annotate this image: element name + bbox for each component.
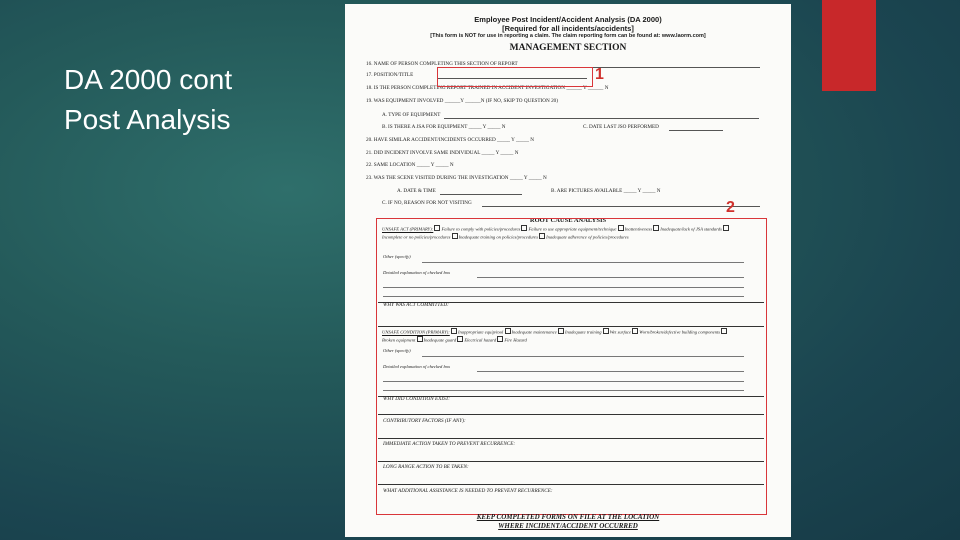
- question-19c: C. DATE LAST JSO PERFORMED: [583, 124, 659, 130]
- section-divider: [378, 414, 764, 415]
- unsafe-act-option: Incomplete or no policies/procedures: [382, 234, 451, 239]
- checkbox[interactable]: [618, 225, 624, 231]
- footer-line-2: WHERE INCIDENT/ACCIDENT OCCURRED: [498, 522, 638, 530]
- unsafe-act-option: Inadequate/lack of JSA standards: [660, 226, 722, 232]
- slide-title-line-1: DA 2000 cont: [64, 64, 233, 95]
- question-19b: B. IS THERE A JSA FOR EQUIPMENT _____ Y _____ N: [382, 124, 506, 130]
- contributory-factors-label: CONTRIBUTORY FACTORS (IF ANY):: [383, 418, 466, 424]
- question-22: 22. SAME LOCATION _____ Y _____ N: [366, 162, 454, 168]
- section-divider: [378, 484, 764, 485]
- answer-line: [383, 287, 744, 288]
- why-condition-exist-label: WHY DID CONDITION EXIST:: [383, 396, 451, 402]
- unsafe-condition-option: Inadequate training: [564, 329, 602, 335]
- question-19a: A. TYPE OF EQUIPMENT: [382, 112, 441, 118]
- question-23a: A. DATE & TIME: [397, 188, 436, 194]
- unsafe-condition-option: Inadequate guard: [423, 337, 457, 342]
- checkbox[interactable]: [632, 328, 638, 334]
- detailed-explanation-label-1: Detailed explanation of checked box: [383, 270, 451, 275]
- checkbox[interactable]: [521, 225, 527, 231]
- slide-title: [64, 60, 232, 140]
- why-act-committed-label: WHY WAS ACT COMMITTED:: [383, 302, 449, 308]
- unsafe-condition-option: Worn/broken/defective building components: [639, 329, 721, 335]
- checkbox[interactable]: [558, 328, 564, 334]
- checkbox[interactable]: [723, 225, 729, 231]
- unsafe-condition-option: Fire Hazard: [504, 337, 527, 342]
- root-cause-title: ROOT CAUSE ANALYSIS: [529, 217, 607, 224]
- form-header-title: Employee Post Incident/Accident Analysis (DA 2000): [474, 15, 662, 24]
- question-21: 21. DID INCIDENT INVOLVE SAME INDIVIDUAL _____ Y _____ N: [366, 150, 519, 156]
- answer-line: [383, 390, 744, 391]
- answer-line: [383, 381, 744, 382]
- form-header-required: [Required for all incidents/accidents]: [502, 24, 634, 33]
- question-23c: C. IF NO, REASON FOR NOT VISITING: [382, 200, 472, 206]
- highlight-box-1: [437, 67, 593, 87]
- footer-line-1: KEEP COMPLETED FORMS ON FILE AT THE LOCATION: [476, 513, 660, 521]
- section-divider: [378, 438, 764, 439]
- question-16: 16. NAME OF PERSON COMPLETING THIS SECTION OF REPORT: [366, 61, 518, 67]
- answer-line: [444, 118, 759, 119]
- checkbox[interactable]: [497, 336, 503, 342]
- question-19: 19. WAS EQUIPMENT INVOLVED ______Y ______N (IF NO, SKIP TO QUESTION 20): [366, 98, 558, 104]
- unsafe-condition-option: Electrical hazard: [464, 337, 497, 342]
- unsafe-act-option: Inadequate training on policies/procedures: [458, 234, 538, 239]
- section-divider: [378, 326, 764, 327]
- question-17: 17. POSITION/TITLE: [366, 72, 414, 78]
- unsafe-condition-block: [382, 328, 734, 343]
- accent-bar: [822, 0, 876, 91]
- other-specify-label-1: Other (specify): [383, 254, 411, 259]
- unsafe-condition-option: Inadequate maintenance: [511, 329, 557, 335]
- marker-2: 2: [726, 199, 735, 216]
- checkbox[interactable]: [452, 233, 458, 239]
- other-specify-label-2: Other (specify): [383, 348, 411, 353]
- answer-line: [383, 296, 744, 297]
- question-23b: B. ARE PICTURES AVAILABLE _____ Y _____ N: [551, 188, 661, 194]
- unsafe-act-option: Inattentiveness: [624, 226, 653, 232]
- answer-line: [477, 371, 744, 372]
- checkbox[interactable]: [603, 328, 609, 334]
- answer-line: [422, 262, 744, 263]
- checkbox[interactable]: [539, 233, 545, 239]
- answer-line: [669, 130, 723, 131]
- checkbox[interactable]: [653, 225, 659, 231]
- form-document-image: [345, 4, 791, 537]
- immediate-action-label: IMMEDIATE ACTION TAKEN TO PREVENT RECURRENCE:: [383, 441, 516, 447]
- section-divider: [378, 461, 764, 462]
- checkbox[interactable]: [721, 328, 727, 334]
- unsafe-condition-option: Inappropriate equip/tool: [457, 329, 504, 335]
- checkbox[interactable]: [451, 328, 457, 334]
- answer-line: [477, 277, 744, 278]
- answer-line: [440, 194, 522, 195]
- unsafe-condition-option: Broken equipment: [382, 337, 416, 342]
- checkbox[interactable]: [434, 225, 440, 231]
- unsafe-act-option: Failure to comply with policies/procedures: [441, 226, 521, 232]
- unsafe-act-label: UNSAFE ACT (PRIMARY):: [382, 226, 434, 232]
- long-range-action-label: LONG RANGE ACTION TO BE TAKEN:: [383, 464, 469, 470]
- question-23: 23. WAS THE SCENE VISITED DURING THE INVESTIGATION _____ Y _____ N: [366, 175, 547, 181]
- unsafe-condition-option: Wet surface: [609, 329, 632, 335]
- unsafe-act-option: Inadequate adherence of policies/procedures: [546, 234, 629, 239]
- checkbox[interactable]: [457, 336, 463, 342]
- answer-line: [482, 206, 760, 207]
- detailed-explanation-label-2: Detailed explanation of checked box: [383, 364, 451, 369]
- marker-1: 1: [595, 66, 604, 83]
- question-18: 18. IS THE PERSON COMPLETING REPORT TRAINED IN ACCIDENT INVESTIGATION ______ Y ______ N: [366, 85, 609, 91]
- additional-assistance-label: WHAT ADDITIONAL ASSISTANCE IS NEEDED TO PREVENT RECURRENCE:: [383, 488, 553, 494]
- answer-line: [422, 356, 744, 357]
- unsafe-act-option: Failure to use appropriate equipment/technique: [528, 226, 617, 232]
- question-20: 20. HAVE SIMILAR ACCIDENT/INCIDENTS OCCURRED _____ Y _____ N: [366, 137, 534, 143]
- slide-title-line-2: Post Analysis: [64, 104, 231, 135]
- unsafe-act-block: [382, 225, 734, 240]
- unsafe-condition-label: UNSAFE CONDITION (PRIMARY):: [382, 329, 450, 335]
- management-section-title: MANAGEMENT SECTION: [509, 43, 627, 53]
- checkbox[interactable]: [417, 336, 423, 342]
- form-header-note: [This form is NOT for use in reporting a claim. The claim reporting form can be found at: www.laorm.com]: [430, 33, 706, 39]
- checkbox[interactable]: [505, 328, 511, 334]
